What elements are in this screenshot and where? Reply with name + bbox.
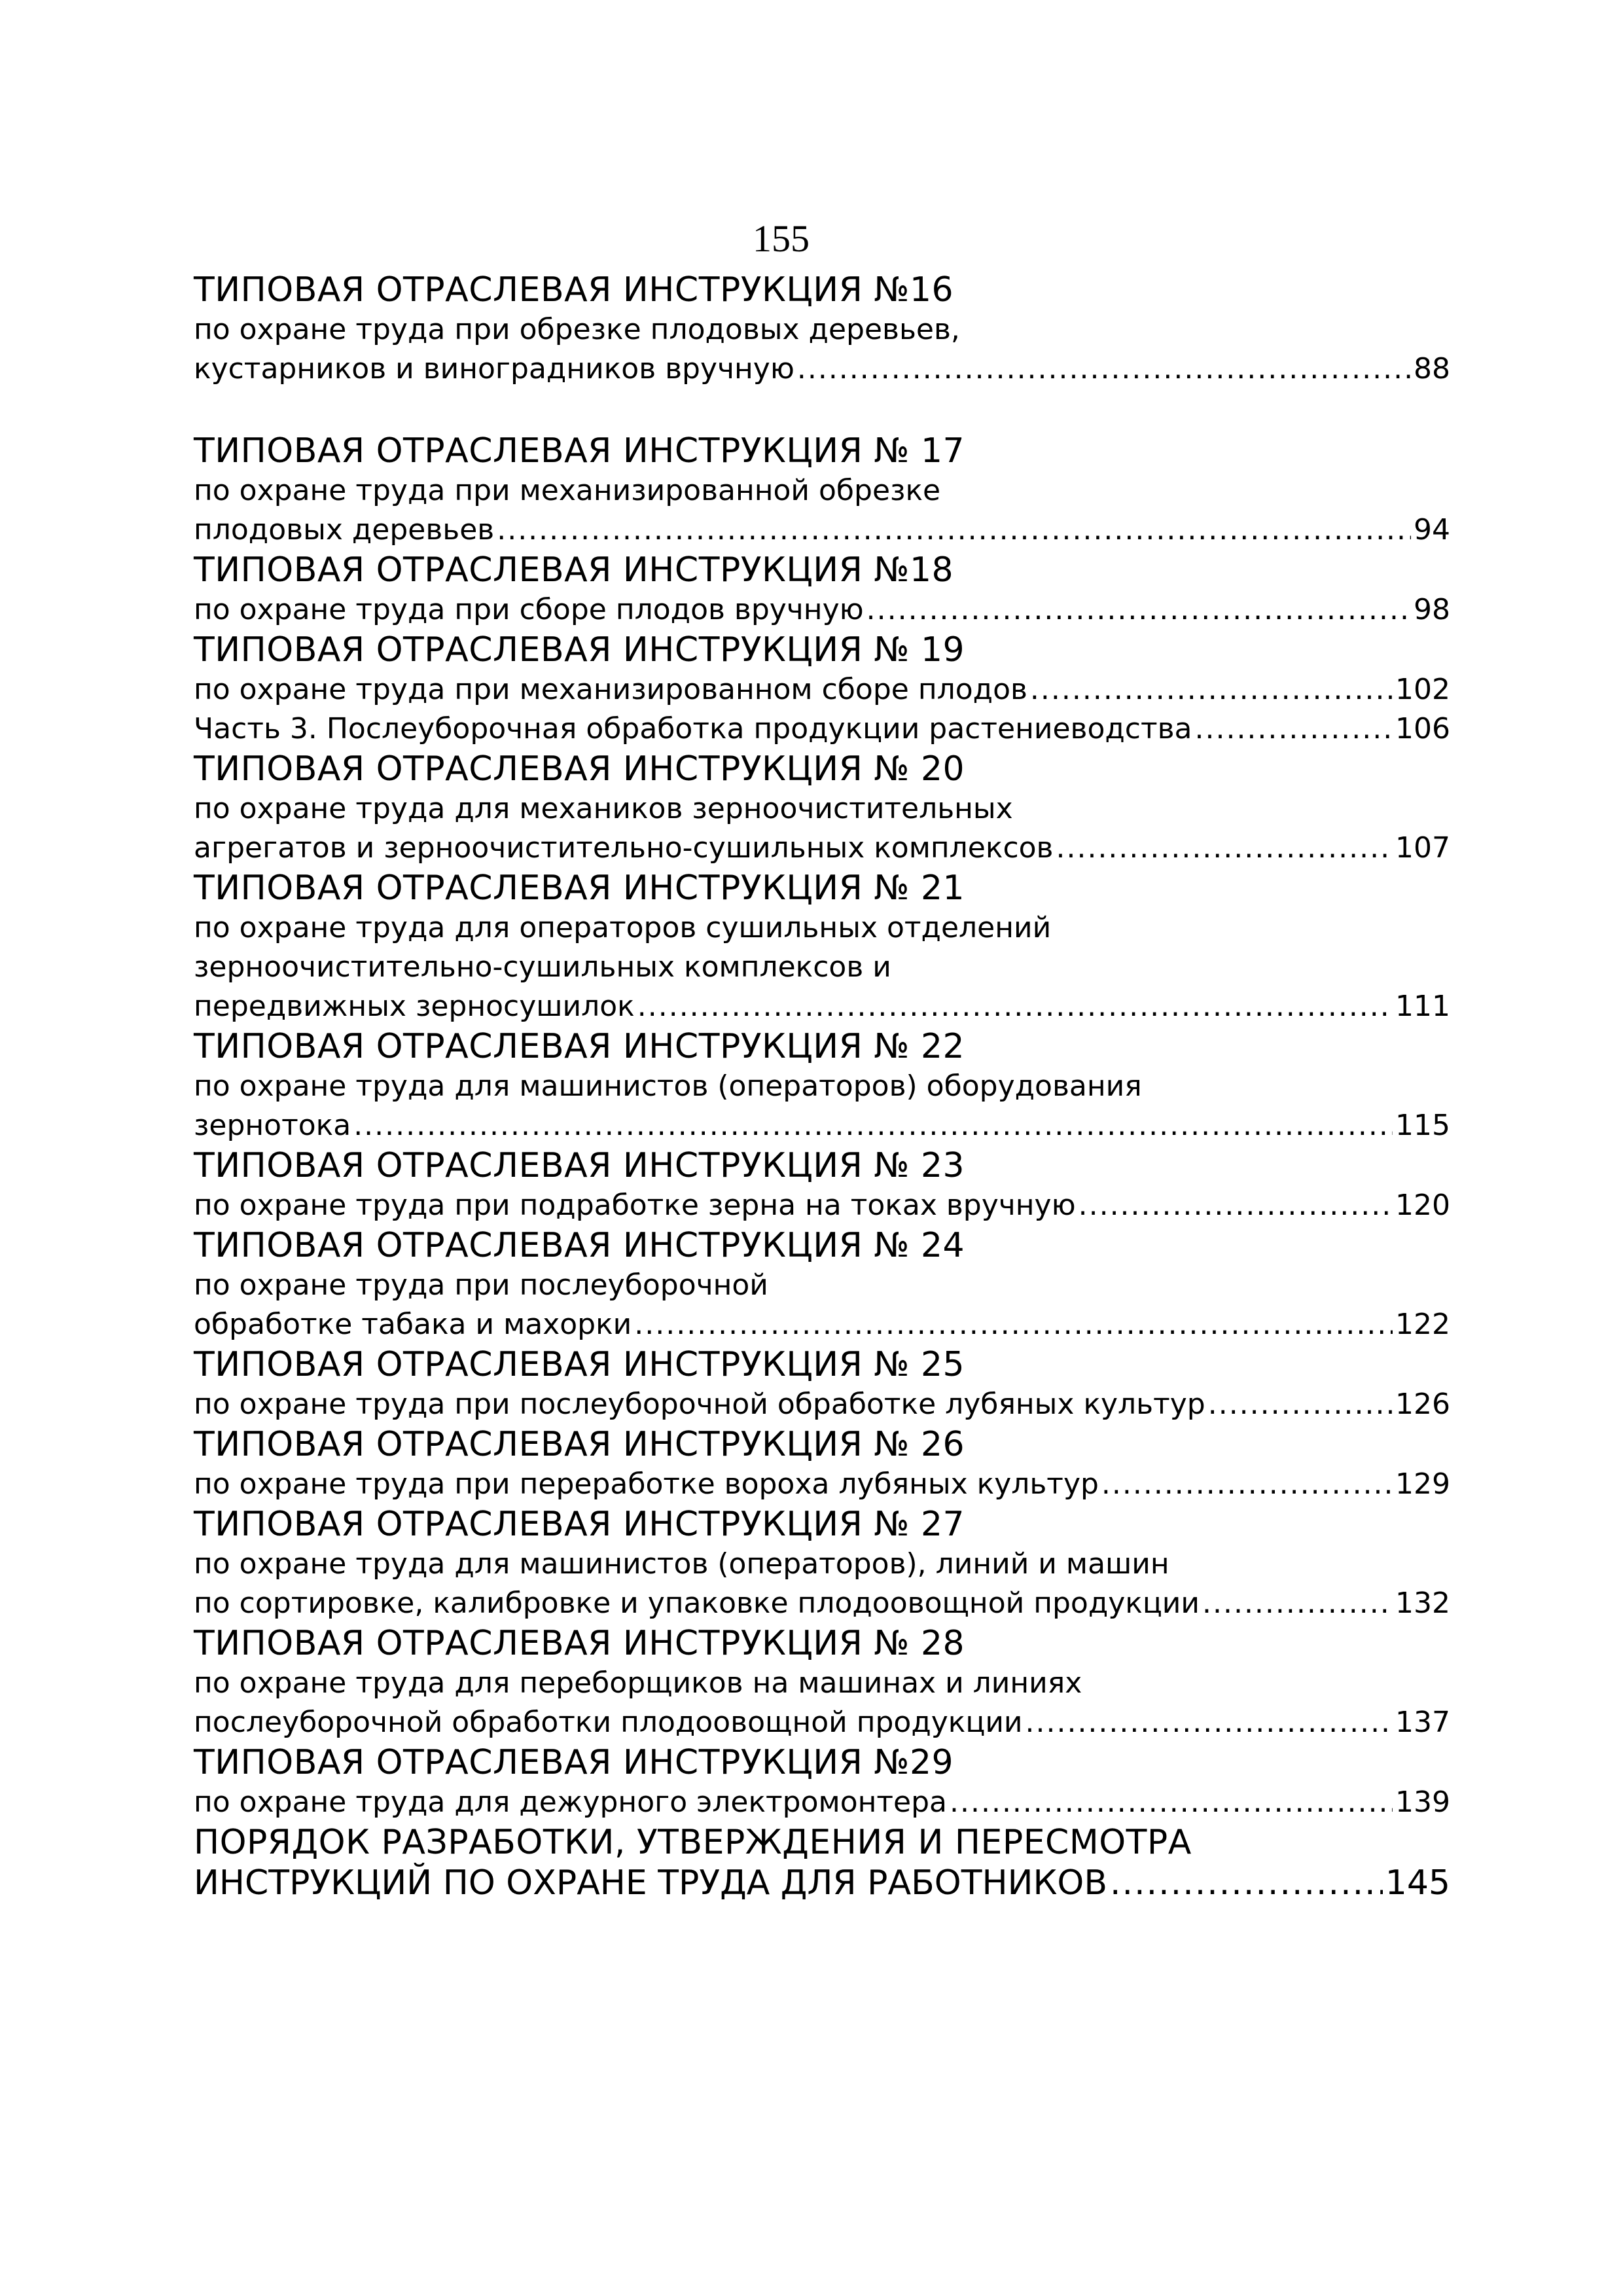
toc-entry-title: по охране труда для дежурного электромонтера (194, 1785, 948, 1819)
dot-leader (353, 1106, 1393, 1145)
toc-entry-leader-line (194, 1584, 1450, 1623)
dot-leader (637, 987, 1393, 1026)
toc-entry-line: по охране труда для операторов сушильных отделений (194, 911, 1052, 944)
toc-entry-page-number: 120 (1395, 1189, 1450, 1222)
dot-leader (497, 511, 1411, 550)
toc-entry (194, 1145, 1450, 1225)
toc-entry-leader-line (194, 1385, 1450, 1424)
toc-entry-title: агрегатов и зерноочистительно-сушильных комплексов (194, 831, 1054, 865)
toc-entry-title: по охране труда при сборе плодов вручную (194, 593, 864, 626)
toc-entry-leader-line (194, 1465, 1450, 1504)
toc-entry-page-number: 115 (1395, 1109, 1450, 1142)
toc-entry-leader-line (194, 987, 1450, 1026)
toc-entry-line: по охране труда для переборщиков на машинах и линиях (194, 1666, 1082, 1700)
toc-entry (194, 1344, 1450, 1424)
toc-entry-line: по охране труда для машинистов (операторов) оборудования (194, 1069, 1142, 1103)
toc-entry-leader-line (194, 1106, 1450, 1145)
toc-entry-title: кустарников и виноградников вручную (194, 352, 794, 386)
toc-entry-title: зернотока (194, 1109, 351, 1142)
toc-entry (194, 709, 1450, 749)
toc-entry-title: Часть 3. Послеуборочная обработка продукции растениеводства (194, 712, 1192, 745)
toc-entry-leader-line (194, 1703, 1450, 1742)
toc-entry-title: по охране труда при механизированном сборе плодов (194, 673, 1027, 706)
toc-entry-heading: ТИПОВАЯ ОТРАСЛЕВАЯ ИНСТРУКЦИЯ №18 (194, 550, 954, 590)
dot-leader (1208, 1385, 1393, 1424)
toc-entry-leader-line (194, 829, 1450, 868)
toc-entry-leader-line (194, 350, 1450, 389)
toc-entry-page-number: 122 (1395, 1308, 1450, 1341)
toc-entry-heading: ТИПОВАЯ ОТРАСЛЕВАЯ ИНСТРУКЦИЯ № 24 (194, 1226, 965, 1265)
toc-entry-heading: ТИПОВАЯ ОТРАСЛЕВАЯ ИНСТРУКЦИЯ № 26 (194, 1425, 965, 1464)
toc-entry-heading: ТИПОВАЯ ОТРАСЛЕВАЯ ИНСТРУКЦИЯ № 22 (194, 1027, 965, 1066)
toc-entry-title: по охране труда при послеуборочной обработке лубяных культур (194, 1388, 1205, 1421)
toc-entry (194, 630, 1450, 709)
toc-entry-title: по охране труда при подработке зерна на токах вручную (194, 1189, 1076, 1222)
dot-leader (1202, 1584, 1393, 1623)
toc-entry-line: по охране труда для машинистов (операторов), линий и машин (194, 1547, 1169, 1581)
toc-entry-page-number: 132 (1395, 1587, 1450, 1620)
toc-entry-page-number: 102 (1395, 673, 1450, 706)
dot-leader (1101, 1465, 1393, 1504)
toc-entry-leader-line (194, 1186, 1450, 1225)
toc-entry-heading: ТИПОВАЯ ОТРАСЛЕВАЯ ИНСТРУКЦИЯ № 27 (194, 1505, 965, 1544)
toc-entry-line: ПОРЯДОК РАЗРАБОТКИ, УТВЕРЖДЕНИЯ И ПЕРЕСМОТРА (194, 1823, 1192, 1862)
dot-leader (1056, 829, 1393, 868)
toc-entry-title: плодовых деревьев (194, 513, 495, 547)
toc-entry (194, 1504, 1450, 1623)
toc-entry-page-number: 145 (1385, 1863, 1450, 1903)
toc-entry (194, 1026, 1450, 1145)
dot-leader (866, 590, 1411, 630)
toc-entry (194, 1225, 1450, 1344)
toc-entry-title: по охране труда при переработке вороха лубяных культур (194, 1467, 1099, 1501)
toc-entry-page-number: 129 (1395, 1467, 1450, 1501)
dot-leader (634, 1305, 1393, 1344)
toc-entry-page-number: 98 (1414, 593, 1450, 626)
toc-entry-page-number: 88 (1414, 352, 1450, 386)
toc-entry-page-number: 106 (1395, 712, 1450, 745)
toc-entry-line: зерноочистительно-сушильных комплексов и (194, 950, 891, 984)
toc-entry-page-number: 107 (1395, 831, 1450, 865)
toc-entry-heading: ТИПОВАЯ ОТРАСЛЕВАЯ ИНСТРУКЦИЯ № 17 (194, 431, 965, 471)
toc-entry (194, 868, 1450, 1026)
dot-leader (1195, 709, 1393, 749)
toc-entry (194, 270, 1450, 389)
toc-entry-title: по сортировке, калибровке и упаковке плодоовощной продукции (194, 1587, 1200, 1620)
toc-entry-heading: ТИПОВАЯ ОТРАСЛЕВАЯ ИНСТРУКЦИЯ №29 (194, 1743, 954, 1782)
toc-entry (194, 1623, 1450, 1742)
toc-entry-page-number: 111 (1395, 990, 1450, 1023)
toc-entry-line: по охране труда при механизированной обрезке (194, 474, 941, 507)
toc-entry-page-number: 94 (1414, 513, 1450, 547)
toc-entry-title: обработке табака и махорки (194, 1308, 632, 1341)
toc-entry-line: по охране труда при послеуборочной (194, 1268, 768, 1302)
toc-entry-leader-line (194, 590, 1450, 630)
dot-leader (1030, 670, 1393, 709)
toc-entry-line: по охране труда для механиков зерноочистительных (194, 792, 1013, 825)
toc-entry (194, 431, 1450, 550)
toc-entry-page-number: 126 (1395, 1388, 1450, 1421)
dot-leader (1026, 1703, 1393, 1742)
toc-entry-page-number: 139 (1395, 1785, 1450, 1819)
toc-entry (194, 1424, 1450, 1504)
toc-entry-title: ИНСТРУКЦИЙ ПО ОХРАНЕ ТРУДА ДЛЯ РАБОТНИКОВ (194, 1863, 1108, 1903)
toc-entry-title: послеуборочной обработки плодоовощной продукции (194, 1706, 1023, 1739)
toc-entry-line: по охране труда при обрезке плодовых деревьев, (194, 313, 960, 346)
toc-entry-heading: ТИПОВАЯ ОТРАСЛЕВАЯ ИНСТРУКЦИЯ № 19 (194, 630, 965, 670)
toc-entry-heading: ТИПОВАЯ ОТРАСЛЕВАЯ ИНСТРУКЦИЯ № 25 (194, 1345, 965, 1384)
table-of-contents (194, 270, 1450, 1903)
toc-entry-leader-line (194, 1783, 1450, 1822)
toc-entry-heading: ТИПОВАЯ ОТРАСЛЕВАЯ ИНСТРУКЦИЯ № 23 (194, 1146, 965, 1185)
toc-entry-leader-line (194, 1305, 1450, 1344)
dot-leader (1110, 1863, 1383, 1903)
page-number: 155 (753, 217, 810, 260)
toc-entry (194, 550, 1450, 630)
toc-entry-page-number: 137 (1395, 1706, 1450, 1739)
toc-entry-heading: ТИПОВАЯ ОТРАСЛЕВАЯ ИНСТРУКЦИЯ № 28 (194, 1624, 965, 1663)
toc-entry-leader-line (194, 670, 1450, 709)
toc-entry-leader-line (194, 1863, 1450, 1903)
toc-entry-heading: ТИПОВАЯ ОТРАСЛЕВАЯ ИНСТРУКЦИЯ № 21 (194, 869, 965, 908)
toc-entry-leader-line (194, 709, 1450, 749)
toc-entry-heading: ТИПОВАЯ ОТРАСЛЕВАЯ ИНСТРУКЦИЯ №16 (194, 270, 954, 310)
toc-entry (194, 1742, 1450, 1822)
dot-leader (1079, 1186, 1393, 1225)
dot-leader (950, 1783, 1393, 1822)
toc-entry (194, 1822, 1450, 1903)
toc-entry (194, 749, 1450, 868)
toc-entry-leader-line (194, 511, 1450, 550)
dot-leader (797, 350, 1411, 389)
toc-entry-heading: ТИПОВАЯ ОТРАСЛЕВАЯ ИНСТРУКЦИЯ № 20 (194, 749, 965, 789)
toc-entry-title: передвижных зерносушилок (194, 990, 635, 1023)
